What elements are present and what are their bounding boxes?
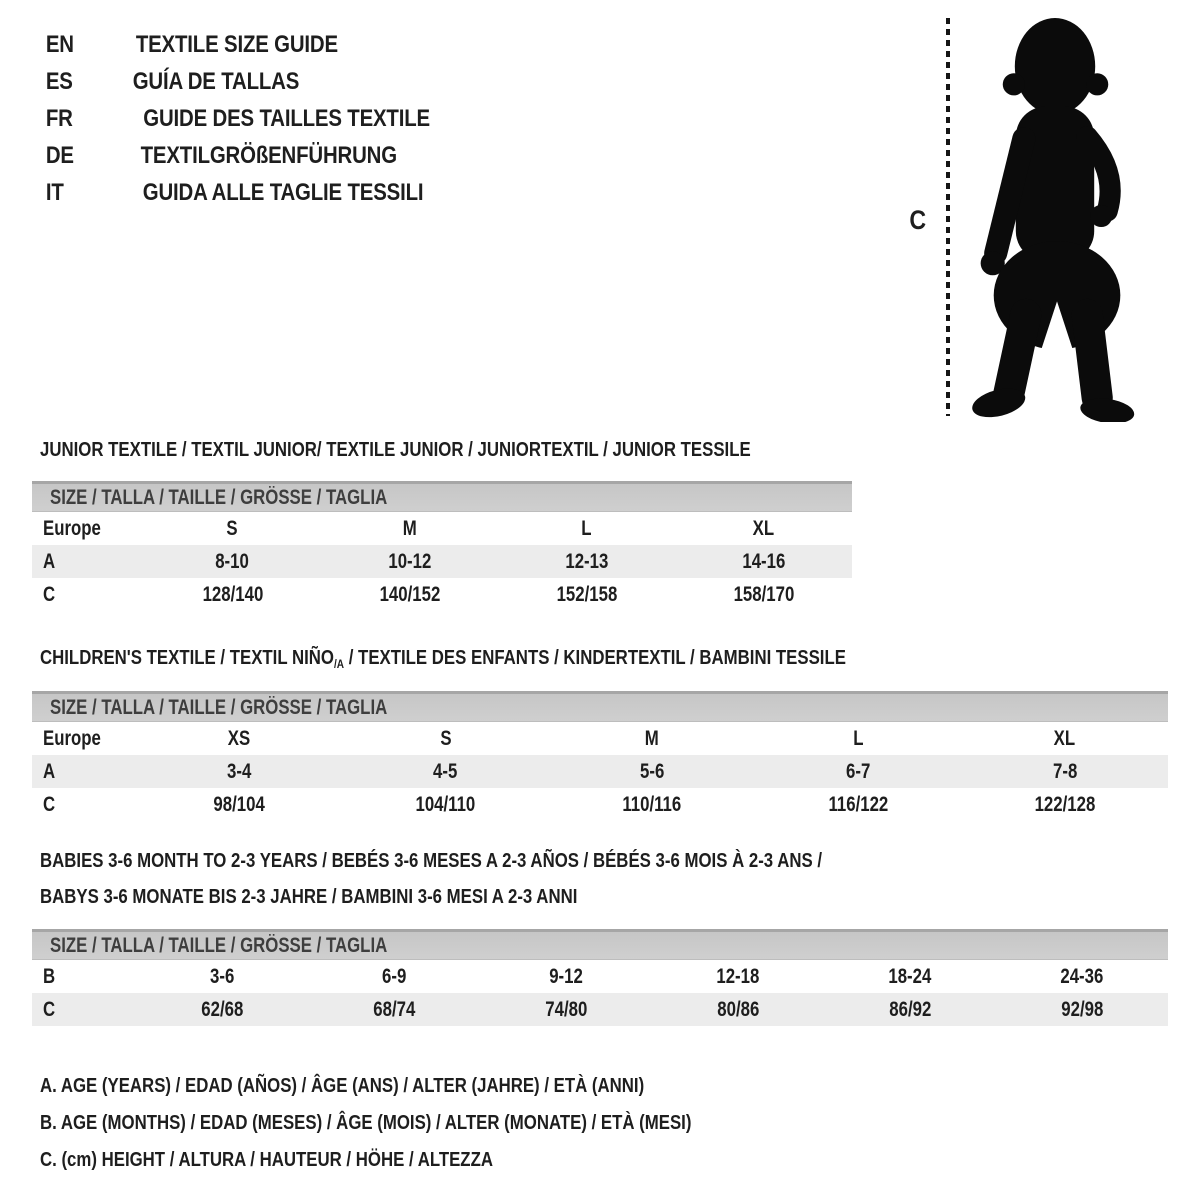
language-code: EN	[45, 30, 74, 58]
table-cell: 74/80	[544, 997, 588, 1021]
table-cell: M	[402, 516, 417, 540]
table-cell: M	[645, 726, 660, 750]
table-header-bar	[32, 929, 1168, 960]
table-cell: 122/128	[1034, 792, 1096, 816]
language-title: TEXTILGRÖßENFÜHRUNG	[140, 141, 397, 169]
table-cell: 140/152	[379, 582, 440, 606]
table-row	[32, 960, 1168, 993]
table-row	[32, 578, 852, 611]
table-cell: 86/92	[888, 997, 932, 1021]
table-cell: 12-18	[716, 964, 760, 988]
table-cell: 18-24	[888, 964, 932, 988]
size-table-babies	[32, 929, 1168, 1026]
table-cell: 158/170	[733, 582, 794, 606]
row-label: Europe	[43, 726, 101, 750]
table-cell: 4-5	[433, 759, 458, 783]
language-row-de	[40, 137, 455, 174]
footnote-text: A. AGE (YEARS) / EDAD (AÑOS) / ÂGE (ANS) / ALTER (JAHRE) / ETÀ (ANNI)	[40, 1075, 645, 1097]
row-label: A	[43, 549, 56, 573]
table-cell: S	[439, 726, 452, 750]
footnotes	[40, 1068, 816, 1179]
table-header-bar	[32, 691, 1168, 722]
language-code: FR	[45, 104, 73, 132]
language-row-it	[40, 174, 455, 211]
footnote-c	[40, 1142, 816, 1179]
table-cell: 6-9	[381, 964, 407, 988]
table-row	[32, 788, 1168, 821]
language-title: TEXTILE SIZE GUIDE	[135, 30, 338, 58]
table-cell: 14-16	[742, 549, 785, 573]
table-cell: 92/98	[1060, 997, 1104, 1021]
language-code: IT	[45, 178, 64, 206]
size-table-children	[32, 691, 1168, 821]
language-header	[40, 26, 455, 211]
table-row	[32, 993, 1168, 1026]
table-row	[32, 512, 852, 545]
table-cell: 104/110	[415, 792, 476, 816]
table-cell: 62/68	[200, 997, 244, 1021]
table-cell: 110/116	[622, 792, 682, 816]
language-row-fr	[40, 100, 455, 137]
language-code: ES	[45, 67, 73, 95]
row-label: A	[43, 759, 56, 783]
table-cell: 98/104	[213, 792, 265, 816]
table-cell: 3-4	[227, 759, 252, 783]
table-cell: 9-12	[549, 964, 583, 988]
table-row	[32, 755, 1168, 788]
table-cell: L	[581, 516, 592, 540]
table-header-text: SIZE / TALLA / TAILLE / GRÖSSE / TAGLIA	[50, 933, 388, 957]
language-row-en	[40, 26, 455, 63]
table-cell: 10-12	[388, 549, 431, 573]
footnote-a	[40, 1068, 816, 1105]
row-label: B	[43, 964, 56, 988]
table-cell: 8-10	[215, 549, 250, 573]
section-heading-text: BABYS 3-6 MONATE BIS 2-3 JAHRE / BAMBINI 3-6 MESI A 2-3 ANNI	[40, 886, 578, 908]
section-heading-text: BABIES 3-6 MONTH TO 2-3 YEARS / BEBÉS 3-6 MESES A 2-3 AÑOS / BÉBÉS 3-6 MOIS À 2-3 ANS /	[40, 850, 823, 872]
row-label: Europe	[43, 516, 101, 540]
table-header-text: SIZE / TALLA / TAILLE / GRÖSSE / TAGLIA	[50, 695, 388, 719]
section-heading-junior	[40, 432, 886, 468]
table-cell: 12-13	[565, 549, 608, 573]
table-cell: XS	[227, 726, 251, 750]
row-label: C	[43, 792, 56, 816]
table-header-text: SIZE / TALLA / TAILLE / GRÖSSE / TAGLIA	[50, 485, 388, 509]
table-header-bar	[32, 481, 852, 512]
table-cell: 6-7	[846, 759, 871, 783]
language-row-es	[40, 63, 455, 100]
footnote-b	[40, 1105, 816, 1142]
section-heading-babies	[40, 843, 971, 915]
row-label: C	[43, 997, 56, 1021]
table-cell: 116/122	[828, 792, 889, 816]
language-title: GUIDE DES TAILLES TEXTILE	[143, 104, 430, 132]
table-cell: 152/158	[556, 582, 617, 606]
height-dashed-line	[946, 18, 950, 416]
table-cell: XL	[1054, 726, 1076, 750]
toddler-silhouette-icon	[956, 10, 1150, 422]
row-label: C	[43, 582, 56, 606]
table-cell: XL	[752, 516, 775, 540]
language-title: GUIDA ALLE TAGLIE TESSILI	[142, 178, 424, 206]
footnote-text: B. AGE (MONTHS) / EDAD (MESES) / ÂGE (MOIS) / ALTER (MONATE) / ETÀ (MESI)	[40, 1112, 692, 1134]
table-cell: 7-8	[1052, 759, 1077, 783]
table-cell: 128/140	[202, 582, 263, 606]
table-cell: S	[226, 516, 239, 540]
footnote-text: C. (cm) HEIGHT / ALTURA / HAUTEUR / HÖHE / ALTEZZA	[40, 1149, 493, 1171]
table-cell: 68/74	[372, 997, 416, 1021]
size-table-junior	[32, 481, 852, 611]
language-code: DE	[45, 141, 74, 169]
table-cell: 3-6	[209, 964, 235, 988]
section-heading-text: JUNIOR TEXTILE / TEXTIL JUNIOR/ TEXTILE JUNIOR / JUNIORTEXTIL / JUNIOR TESSILE	[40, 439, 751, 461]
height-measure-label: C	[909, 205, 927, 235]
section-heading-children	[40, 640, 999, 682]
section-heading-text: CHILDREN'S TEXTILE / TEXTIL NIÑO/A / TEXTILE DES ENFANTS / KINDERTEXTIL / BAMBINI TESSILE	[40, 647, 846, 671]
table-cell: 5-6	[639, 759, 665, 783]
table-row	[32, 545, 852, 578]
table-cell: 24-36	[1060, 964, 1104, 988]
table-cell: 80/86	[716, 997, 760, 1021]
table-cell: L	[853, 726, 864, 750]
table-row	[32, 722, 1168, 755]
language-title: GUÍA DE TALLAS	[132, 67, 300, 95]
